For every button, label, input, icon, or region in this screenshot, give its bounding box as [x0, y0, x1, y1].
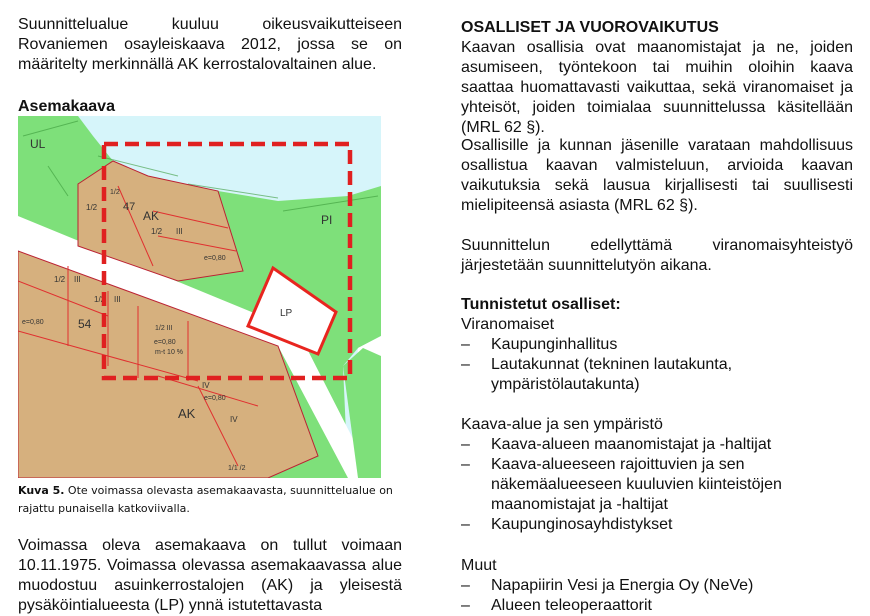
participation-paragraph: Osallisille ja kunnan jäsenille varataan mahdollisuus osallistua kaavan valmisteluun, arvioida kaavan vaikutuksia sekä lausua kirjallisesti tai suullisesti mielipiteensä asiasta (MRL 62 §).	[461, 137, 853, 214]
list-item-text: Kaupunginosayhdistykset	[491, 516, 673, 533]
dash-bullet: –	[461, 597, 470, 614]
label-ul: UL	[30, 137, 46, 151]
label-pi: PI	[321, 213, 333, 227]
list-item-text: Napapiirin Vesi ja Energia Oy (NeVe)	[491, 577, 754, 594]
identified-stakeholders-title: Tunnistetut osalliset:	[461, 296, 621, 313]
map-heading: Asemakaava	[18, 98, 115, 115]
list-item	[461, 576, 853, 596]
map-caption	[18, 482, 402, 518]
caption-label: Kuva 5.	[18, 484, 65, 497]
intro-paragraph: Suunnittelualue kuuluu oikeusvaikutteiseen Rovaniemen osayleiskaava 2012, jossa se on määritelty merkinnällä AK kerrostalovaltainen alue.	[18, 16, 402, 73]
dash-bullet: –	[461, 336, 470, 353]
label-ak-top: AK	[143, 209, 160, 223]
list-item	[461, 435, 853, 455]
label-half-4: 1/2	[94, 295, 106, 304]
list-item-text: Kaava-alueen maanomistajat ja -haltijat	[491, 436, 772, 453]
label-e080a: e=0,80	[204, 255, 226, 262]
list-item-text: Kaupunginhallitus	[491, 336, 618, 353]
label-half-iii: 1/2 III	[155, 325, 173, 332]
list-item-text: Kaava-alueeseen rajoittuvien ja sen näkemäalueeseen kuuluvien kiinteistöjen maanomistajat ja -haltijat	[491, 456, 782, 513]
label-roman-3b: III	[176, 227, 183, 236]
label-half-1: 1/2	[86, 203, 98, 212]
label-roman-4b: IV	[230, 415, 238, 424]
dash-bullet: –	[461, 436, 470, 453]
label-e080d: e=0,80	[204, 395, 226, 402]
list-item	[461, 455, 853, 515]
label-roman-3a: III	[74, 275, 81, 284]
stakeholders-paragraph: Kaavan osallisia ovat maanomistajat ja ne, joiden asumiseen, työntekoon tai muihin oloihin kaava saattaa huomattavasti vaikuttaa, sekä viranomaiset ja yhteisöt, joiden toimialaa suunnittelussa käsitellään (MRL 62 §).	[461, 39, 853, 136]
dash-bullet: –	[461, 356, 470, 373]
list-item-text: Alueen teleoperaattorit	[491, 597, 652, 614]
label-54: 54	[78, 317, 92, 331]
plan-description: Voimassa oleva asemakaava on tullut voimaan 10.11.1975. Voimassa olevassa asemakaavassa alue muodostuu asuinkerrostalojen (AK) ja yleisestä pysäköintialueesta (LP) ynnä istutettavasta	[18, 537, 402, 614]
section-title: OSALLISET JA VUOROVAIKUTUS	[461, 19, 719, 36]
label-roman-3c: III	[114, 295, 121, 304]
label-mt10: m-t 10 %	[155, 349, 184, 356]
stakeholder-group-authorities	[461, 315, 853, 395]
caption-text: Ote voimassa olevasta asemakaavasta, suunnittelualue on rajattu punaisella katkoviivalla.	[18, 484, 393, 515]
group-label: Muut	[461, 557, 497, 574]
dash-bullet: –	[461, 456, 470, 473]
list-item-text: Lautakunnat (tekninen lautakunta, ympäristölautakunta)	[491, 356, 733, 393]
group-label: Kaava-alue ja sen ympäristö	[461, 416, 663, 433]
label-lp: LP	[280, 308, 293, 319]
stakeholder-group-others	[461, 556, 853, 616]
label-roman-4a: IV	[202, 381, 210, 390]
label-half-3: 1/2	[54, 275, 66, 284]
list-item	[461, 596, 853, 616]
label-ak-bottom: AK	[178, 406, 196, 421]
list-item	[461, 335, 853, 355]
stakeholder-group-area	[461, 415, 853, 535]
label-half-5: 1/2	[110, 189, 120, 196]
list-item	[461, 355, 853, 395]
label-half-2: 1/2	[151, 227, 163, 236]
group-label: Viranomaiset	[461, 316, 555, 333]
label-1172: 1/1 /2	[228, 465, 246, 472]
zoning-map	[18, 116, 381, 478]
cooperation-paragraph: Suunnittelun edellyttämä viranomaisyhteistyö järjestetään suunnittelutyön aikana.	[461, 237, 853, 274]
label-e080c: e=0,80	[154, 339, 176, 346]
zoning-map-svg	[18, 116, 381, 478]
list-item	[461, 515, 853, 535]
label-47: 47	[123, 201, 136, 213]
dash-bullet: –	[461, 516, 470, 533]
label-e080b: e=0,80	[22, 319, 44, 326]
dash-bullet: –	[461, 577, 470, 594]
